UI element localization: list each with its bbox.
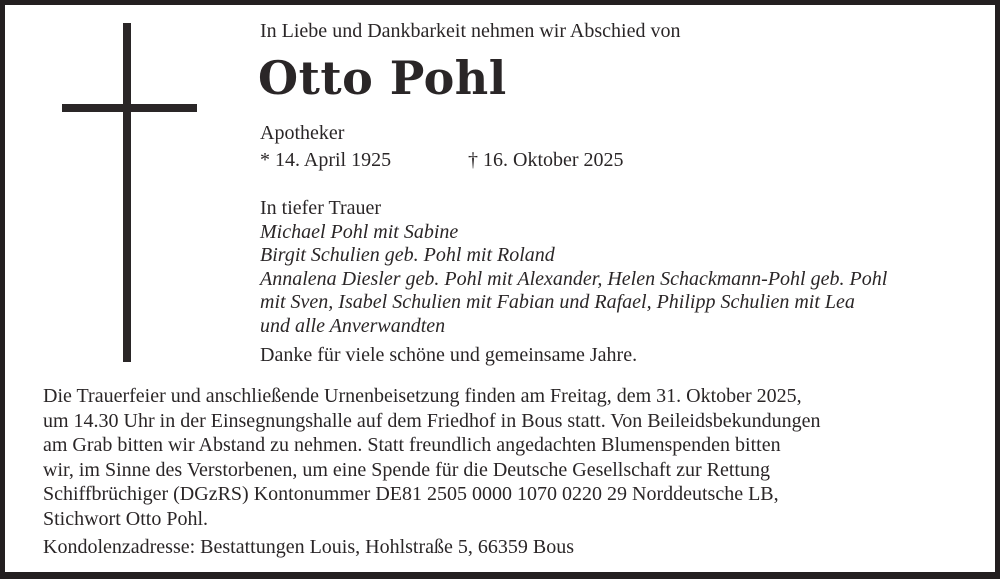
mourner-line: mit Sven, Isabel Schulien mit Fabian und Rafael, Philipp Schulien mit Lea	[260, 291, 855, 313]
mourning-block	[260, 197, 887, 338]
mourner-line: Michael Pohl mit Sabine	[260, 220, 459, 243]
cross-horizontal-bar	[62, 104, 197, 112]
death-date-text: 16. Oktober 2025	[483, 149, 624, 171]
funeral-details-line: Stichwort Otto Pohl.	[43, 507, 209, 530]
funeral-details	[43, 384, 821, 532]
funeral-details-line: Schiffbrüchiger (DGzRS) Kontonummer DE81 2505 0000 1070 0220 29 Norddeutsche LB,	[43, 483, 779, 506]
profession: Apotheker	[260, 122, 345, 144]
frame-border-left	[0, 0, 5, 579]
death-date	[468, 149, 624, 172]
birth-date-text: 14. April 1925	[275, 149, 392, 171]
mourner-list	[260, 221, 887, 339]
cross-vertical-bar	[123, 23, 131, 362]
intro-line: In Liebe und Dankbarkeit nehmen wir Abschied von	[260, 20, 681, 42]
condolence-address: Kondolenzadresse: Bestattungen Louis, Hohlstraße 5, 66359 Bous	[43, 536, 575, 558]
deceased-name: Otto Pohl	[258, 51, 507, 105]
mourner-line: Birgit Schulien geb. Pohl mit Roland	[260, 244, 555, 266]
frame-border-right	[995, 0, 1000, 579]
mourning-intro: In tiefer Trauer	[260, 197, 382, 219]
mourner-line: Annalena Diesler geb. Pohl mit Alexander, Helen Schackmann-Pohl geb. Pohl	[260, 267, 888, 290]
frame-border-bottom	[0, 572, 1000, 579]
funeral-details-line: wir, im Sinne des Verstorbenen, um eine Spende für die Deutsche Gesellschaft zur Rettung	[43, 458, 770, 481]
birth-date	[260, 149, 468, 172]
death-symbol: †	[468, 149, 478, 171]
funeral-details-line: am Grab bitten wir Abstand zu nehmen. Statt freundlich angedachten Blumenspenden bitten	[43, 434, 781, 457]
funeral-details-line: Die Trauerfeier und anschließende Urnenbeisetzung finden am Freitag, dem 31. Oktober 2025,	[43, 385, 802, 407]
mourner-line: und alle Anverwandten	[260, 314, 446, 337]
life-dates	[260, 149, 624, 172]
frame-border-top	[0, 0, 1000, 5]
thanks-line: Danke für viele schöne und gemeinsame Jahre.	[260, 344, 638, 366]
birth-symbol: *	[260, 149, 270, 171]
funeral-details-line: um 14.30 Uhr in der Einsegnungshalle auf dem Friedhof in Bous statt. Von Beileidsbekundungen	[43, 409, 821, 432]
